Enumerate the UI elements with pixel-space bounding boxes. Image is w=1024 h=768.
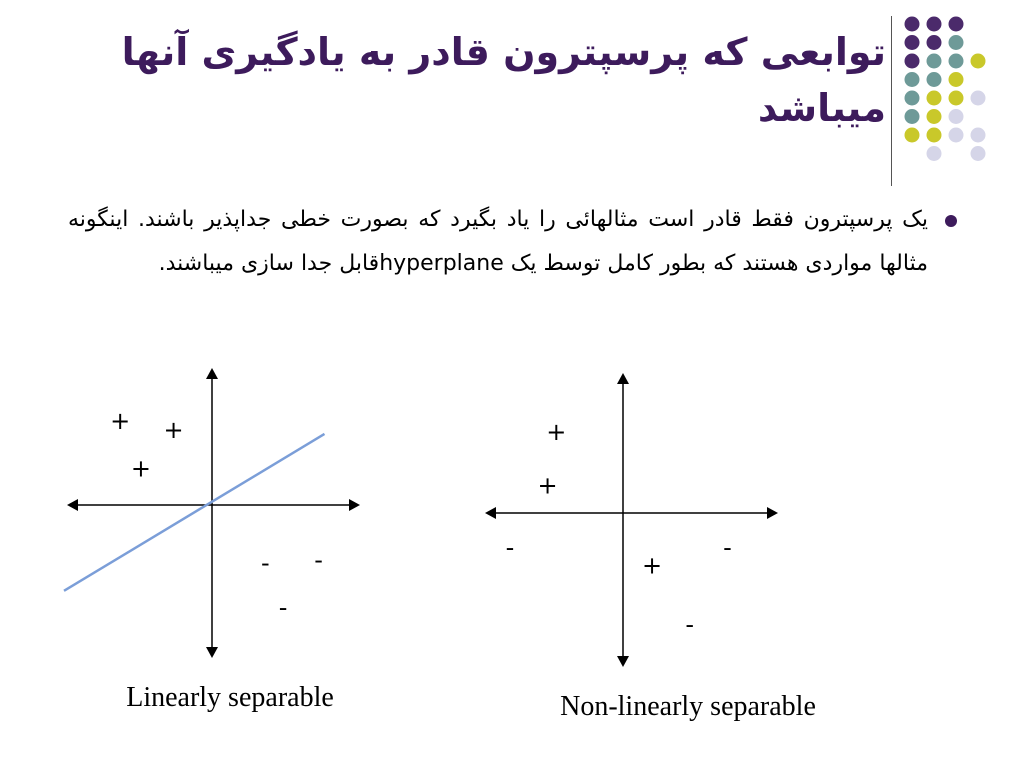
decor-dot	[949, 54, 964, 69]
positive-point: +	[110, 407, 131, 436]
decor-dot	[927, 17, 942, 32]
bullet-term: hyperplane	[379, 251, 504, 276]
axis-arrow-left	[67, 499, 78, 511]
decor-dot	[927, 72, 942, 87]
decor-dot	[971, 128, 986, 143]
negative-point: -	[314, 546, 323, 575]
decor-dot	[905, 35, 920, 50]
plot-caption-non-linearly-separable: Non-linearly separable	[560, 691, 816, 722]
decor-dot	[971, 54, 986, 69]
decor-dot	[971, 91, 986, 106]
axis-arrow-up	[617, 373, 629, 384]
negative-point: -	[260, 549, 270, 578]
bullet-lead: یک پرسپترون فقط قادر است مثالهائی را یاد بگیرد که بصورت خطی جداپذیر باشند. اینگونه مثالها مواردی هستند که بطور کامل توسط یک	[68, 207, 928, 276]
positive-point: +	[537, 471, 558, 500]
decor-dot	[905, 128, 920, 143]
bullet-tail: قابل جدا سازی میباشند.	[158, 251, 380, 276]
negative-point: -	[505, 533, 515, 562]
decor-dot	[905, 109, 920, 124]
negative-point: -	[723, 533, 732, 562]
decor-dot	[927, 54, 942, 69]
decor-dot	[949, 109, 964, 124]
bullet-text	[68, 198, 928, 286]
decor-dot	[927, 35, 942, 50]
axis-arrow-right	[349, 499, 360, 511]
decor-dot	[905, 54, 920, 69]
positive-point: +	[130, 454, 152, 483]
decor-dot	[927, 146, 942, 161]
decor-dot	[949, 72, 964, 87]
decor-dot	[905, 72, 920, 87]
positive-point: +	[163, 416, 184, 444]
decor-dot	[971, 146, 986, 161]
title-divider	[891, 16, 892, 186]
decor-dot	[905, 17, 920, 32]
positive-point: +	[641, 551, 663, 580]
decorative-dot-grid	[900, 14, 1005, 174]
negative-point: -	[278, 593, 288, 622]
decor-dot	[905, 91, 920, 106]
positive-point: +	[546, 418, 567, 447]
negative-point: -	[685, 610, 695, 639]
plot-linearly-separable	[55, 360, 375, 720]
bullet-icon	[945, 215, 957, 227]
decor-dot	[949, 128, 964, 143]
axis-arrow-down	[206, 647, 218, 658]
axis-arrow-left	[485, 507, 496, 519]
axis-arrow-right	[767, 507, 778, 519]
slide-title: توابعی که پرسپترون قادر به یادگیری آنها میباشد	[121, 30, 886, 130]
decor-dot	[927, 128, 942, 143]
axis-arrow-down	[617, 656, 629, 667]
decor-dot	[949, 35, 964, 50]
separating-hyperplane	[64, 434, 324, 591]
plot-non-linearly-separable	[480, 365, 860, 735]
decor-dot	[949, 17, 964, 32]
axis-arrow-up	[206, 368, 218, 379]
decor-dot	[949, 91, 964, 106]
decor-dot	[927, 109, 942, 124]
decor-dot	[927, 91, 942, 106]
plot-caption-linearly-separable: Linearly separable	[126, 682, 334, 713]
